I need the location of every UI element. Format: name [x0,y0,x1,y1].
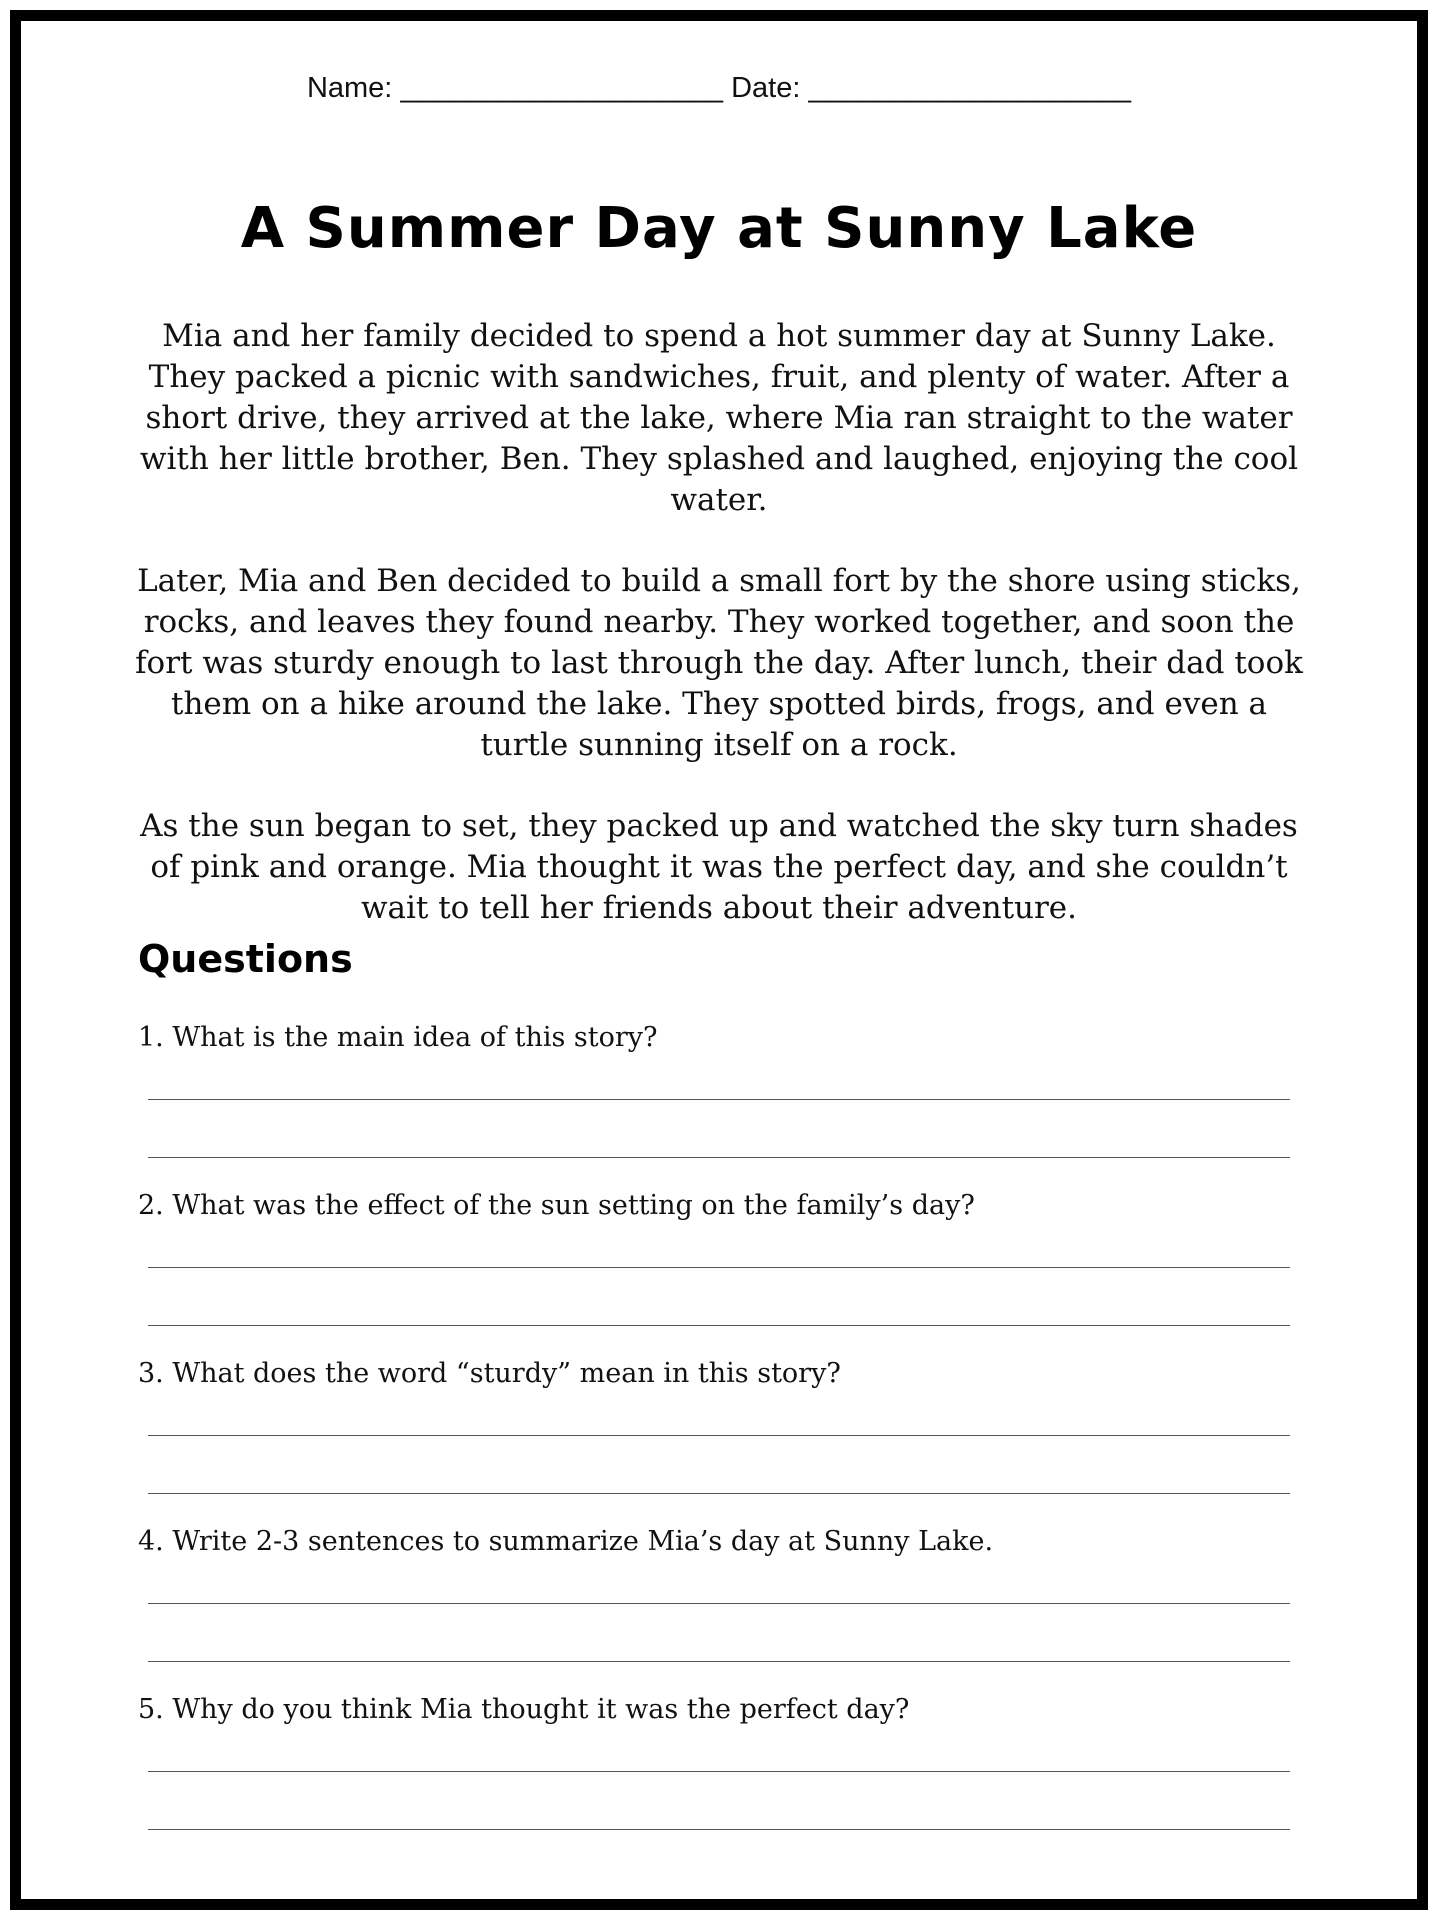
name-field[interactable]: ____________________ [400,72,724,104]
answer-line[interactable] [148,1771,1290,1772]
answer-line[interactable] [148,1267,1290,1268]
name-label: Name: [306,72,393,104]
question-2 [138,1188,1298,1224]
question-text: 1. What is the main idea of this story? [138,1022,658,1053]
story-passage [135,316,1303,969]
answer-line[interactable] [148,1325,1290,1326]
answer-line[interactable] [148,1435,1290,1436]
answer-line[interactable] [148,1099,1290,1100]
answer-line[interactable] [148,1157,1290,1158]
question-text: 3. What does the word “sturdy” mean in this story? [138,1358,841,1389]
question-3 [138,1356,1298,1392]
answer-line[interactable] [148,1661,1290,1662]
answer-line[interactable] [148,1493,1290,1494]
date-label: Date: [731,72,801,104]
answer-line[interactable] [148,1603,1290,1604]
story-paragraph: Later, Mia and Ben decided to build a small fort by the shore using sticks, rocks, and leaves they found nearby. They worked together, and soon the fort was sturdy enough to last through the day. After lunch, their dad took them on a hike around the lake. They spotted birds, frogs, and even a turtle sunning itself on a rock. [135,563,1303,763]
question-1 [138,1020,1298,1056]
worksheet-title: A Summer Day at Sunny Lake [240,196,1198,261]
date-field[interactable]: ____________________ [808,72,1132,104]
question-text: 2. What was the effect of the sun setting on the family’s day? [138,1190,975,1221]
question-text: 5. Why do you think Mia thought it was the perfect day? [138,1694,910,1725]
story-paragraph: Mia and her family decided to spend a hot summer day at Sunny Lake. They packed a picnic with sandwiches, fruit, and plenty of water. After a short drive, they arrived at the lake, where Mia ran straight to the water with her little brother, Ben. They splashed and laughed, enjoying the cool water. [139,318,1299,518]
question-5 [138,1692,1298,1728]
question-text: 4. Write 2-3 sentences to summarize Mia’s day at Sunny Lake. [138,1526,994,1557]
question-4 [138,1524,1298,1560]
answer-line[interactable] [148,1829,1290,1830]
questions-heading: Questions [138,937,353,981]
name-date-header [0,72,1438,105]
story-paragraph: As the sun began to set, they packed up and watched the sky turn shades of pink and orange. Mia thought it was the perfect day, and she couldn’t wait to tell her friends about their adventure. [140,808,1298,926]
